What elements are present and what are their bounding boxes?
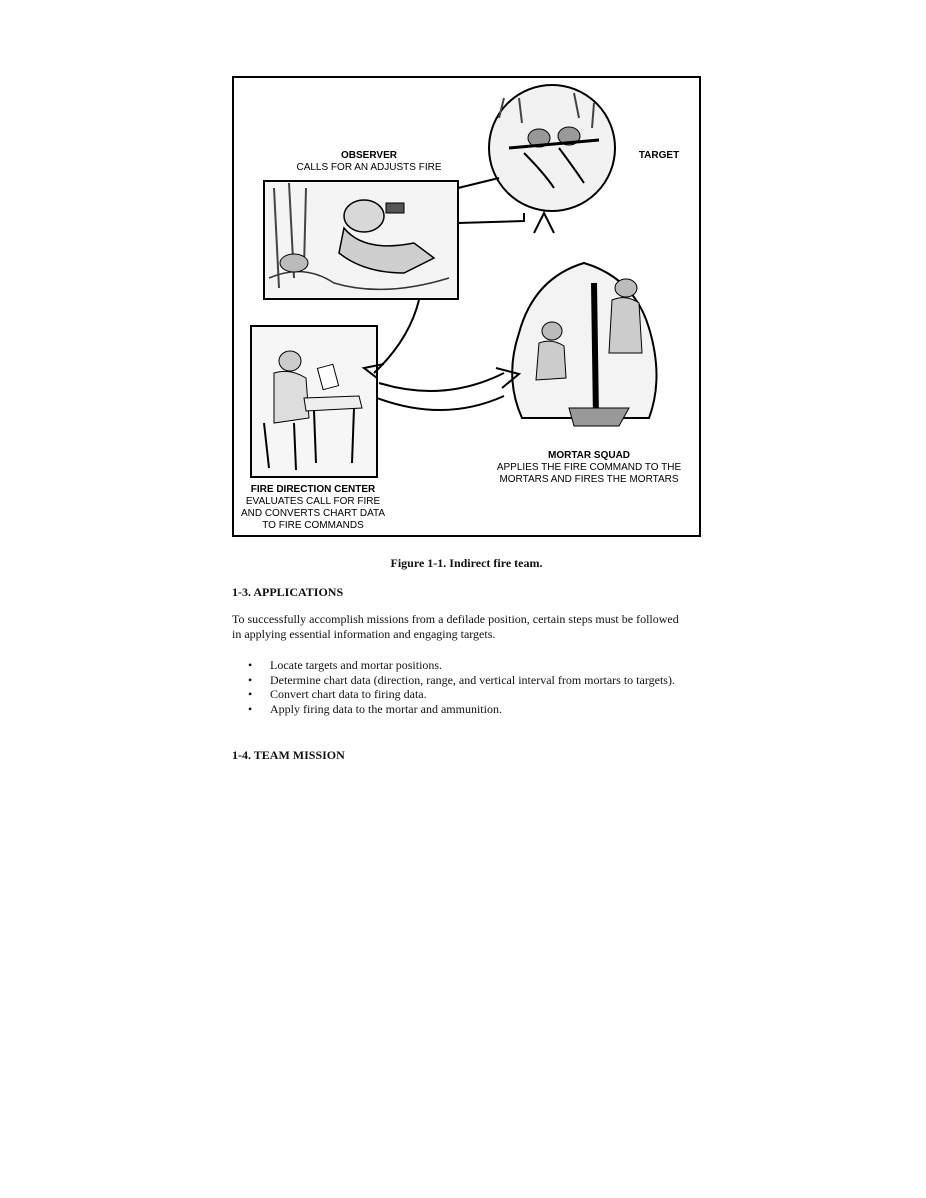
mortar-squad-heading: MORTAR SQUAD bbox=[547, 450, 631, 461]
list-item bbox=[248, 673, 688, 688]
bullet-icon: • bbox=[248, 701, 253, 716]
applications-bullet-list bbox=[248, 658, 688, 716]
mortar-squad-description-line: MORTARS AND FIRES THE MORTARS bbox=[499, 474, 679, 485]
list-item-text: Apply firing data to the mortar and ammunition. bbox=[270, 701, 502, 716]
fire-direction-center-panel bbox=[251, 326, 377, 477]
fdc-description-line: AND CONVERTS CHART DATA bbox=[240, 508, 386, 519]
fdc-description-line: EVALUATES CALL FOR FIRE bbox=[245, 496, 381, 507]
fdc-label bbox=[238, 484, 388, 532]
bullet-icon: • bbox=[248, 687, 253, 701]
section-heading-applications: 1-3. APPLICATIONS bbox=[232, 585, 344, 599]
target-label bbox=[629, 150, 689, 162]
list-item-text: Locate targets and mortar positions. bbox=[270, 658, 443, 672]
list-item bbox=[248, 702, 688, 717]
target-circle bbox=[489, 85, 615, 211]
list-item-text: Determine chart data (direction, range, and vertical interval from mortars to targets). bbox=[270, 672, 675, 687]
mortar-squad-circle bbox=[512, 263, 656, 426]
target-heading: TARGET bbox=[638, 150, 680, 161]
figure-caption: Figure 1-1. Indirect fire team. bbox=[390, 556, 543, 570]
bullet-icon: • bbox=[248, 658, 253, 672]
observer-heading: OBSERVER bbox=[341, 150, 397, 161]
list-item bbox=[248, 658, 688, 673]
applications-paragraph: To successfully accomplish missions from a defilade position, certain steps must be followed in applying essential information and engaging targets. bbox=[232, 612, 679, 641]
list-item-text: Convert chart data to firing data. bbox=[270, 687, 427, 701]
list-item bbox=[248, 687, 688, 702]
mortar-squad-label bbox=[489, 450, 689, 486]
indirect-fire-team-figure bbox=[232, 76, 701, 537]
fdc-description-line: TO FIRE COMMANDS bbox=[262, 520, 364, 531]
observer-label bbox=[274, 150, 464, 174]
section-heading-team-mission: 1-4. TEAM MISSION bbox=[232, 748, 345, 762]
observer-description: CALLS FOR AN ADJUSTS FIRE bbox=[296, 162, 442, 173]
bullet-icon: • bbox=[248, 672, 253, 687]
fdc-heading: FIRE DIRECTION CENTER bbox=[250, 484, 376, 495]
observer-panel bbox=[264, 181, 458, 299]
mortar-squad-description-line: APPLIES THE FIRE COMMAND TO THE bbox=[496, 462, 682, 473]
